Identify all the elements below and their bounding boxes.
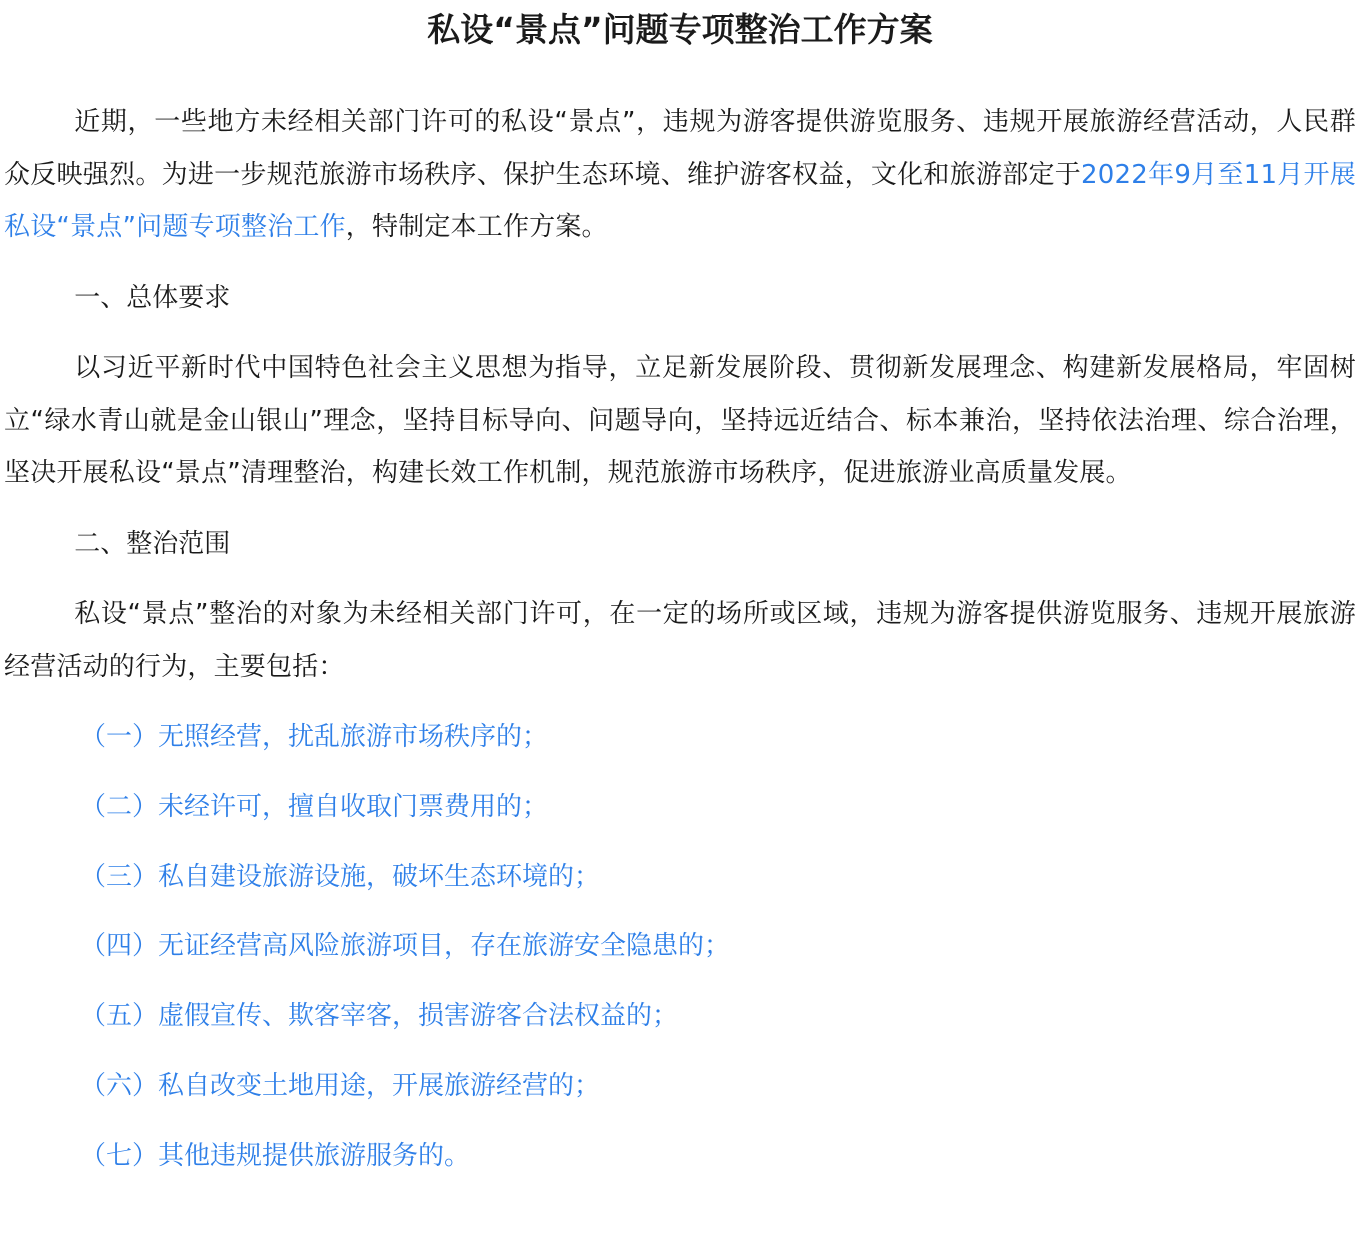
document-title: 私设“景点”问题专项整治工作方案 [427,10,933,49]
list-item: （四）无证经营高风险旅游项目，存在旅游安全隐患的； [80,931,731,962]
list-item: （七）其他违规提供旅游服务的。 [80,1140,471,1171]
list-item: （一）无照经营，扰乱旅游市场秩序的； [80,722,549,752]
list-item: （二）未经许可，擅自收取门票费用的； [80,791,549,822]
section2-body: 私设“景点”整治的对象为未经相关部门许可，在一定的场所或区域，违规为游客提供游览服务、违规开展旅游经营活动的行为，主要包括： [4,599,1356,682]
list-item: （六）私自改变土地用途，开展旅游经营的； [80,1070,601,1101]
intro-text-start: 近期，一些地方未经相关部门许可的私设“景点”，违规为游客提供游览服务、违规开展旅游经营活动，人民群众反映强烈。为进一步规范旅游市场秩序、保护生态环境、维护游客权益，文化和旅游部定于 [4,107,1356,190]
list-item: （五）虚假宣传、欺客宰客，损害游客合法权益的； [80,1001,679,1032]
scope-list [4,711,1356,1182]
section2-heading: 二、整治范围 [74,528,231,559]
intro-paragraph [4,96,1356,254]
intro-text-end: ，特制定本工作方案。 [345,212,608,242]
section1-heading: 一、总体要求 [74,282,231,313]
intro-highlight-text: 2022年9月至11月开展私设“景点”问题专项整治工作 [4,159,1356,242]
section1-body: 以习近平新时代中国特色社会主义思想为指导，立足新发展阶段、贯彻新发展理念、构建新发展格局，牢固树立“绿水青山就是金山银山”理念，坚持目标导向、问题导向，坚持远近结合、标本兼治，坚持依法治理、综合治理，坚决开展私设“景点”清理整治，构建长效工作机制，规范旅游市场秩序，促进旅游业高质量发展。 [4,353,1356,488]
list-item: （三）私自建设旅游设施，破坏生态环境的； [80,861,601,892]
